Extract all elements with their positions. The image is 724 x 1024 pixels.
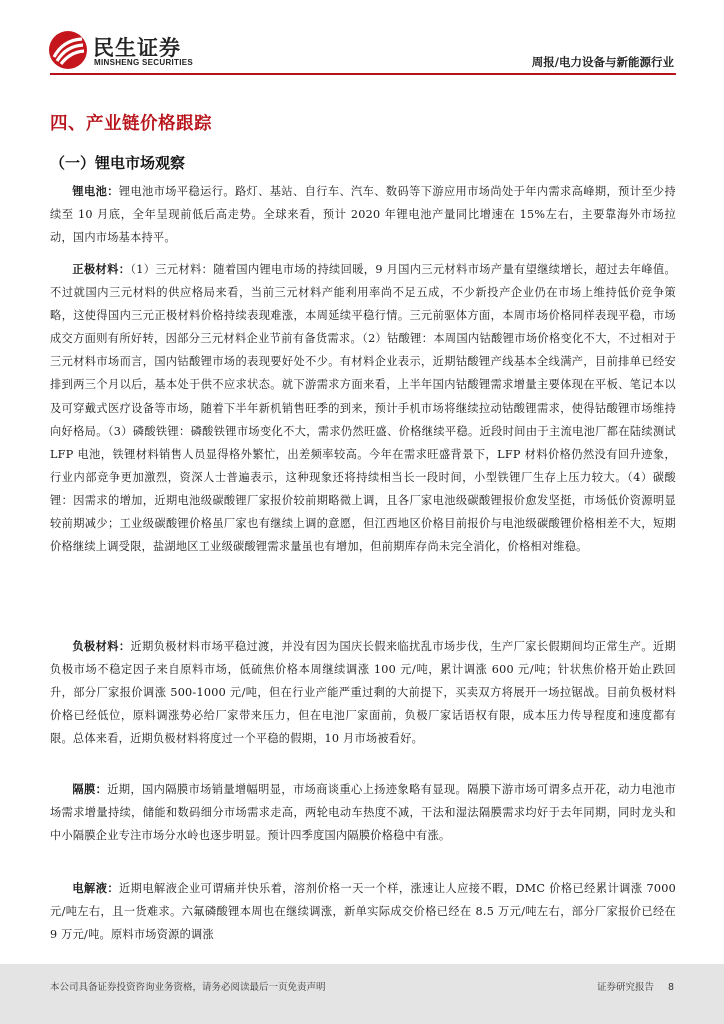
report-type: 周报/电力设备与新能源行业 — [531, 55, 674, 69]
paragraph-cathode — [50, 258, 676, 558]
paragraph-separator — [50, 778, 676, 847]
paragraph-label: 电解液： — [72, 882, 120, 895]
paragraph-label: 负极材料： — [72, 640, 131, 653]
paragraph-text: 近期负极材料市场平稳过渡，并没有因为国庆长假来临扰乱市场步伐，生产厂家长假期间均正常生产。近期负极市场不稳定因子来自原料市场，低硫焦价格本周继续调涨 100 元/吨，累计调涨 600 元/吨；针状焦价格开始止跌回升，部分厂家报价调涨 500-1000 元/吨，但在行业产能严重过剩的大前提下，买卖双方将展开一场拉锯战。目前负极材料价格已经低位，原料调涨势必给厂家带来压力，但在电池厂家面前，负极厂家话语权有限，成本压力传导程度和速度都有限。总体来看，近期负极材料将度过一个平稳的假期，10 月市场被看好。 — [50, 640, 676, 746]
section-subtitle: （一）锂电市场观察 — [50, 154, 186, 172]
paragraph-anode — [50, 635, 676, 750]
header-divider — [50, 73, 676, 75]
paragraph-label: 锂电池： — [72, 185, 119, 198]
footer-right — [583, 979, 674, 993]
report-label: 证券研究报告 — [596, 982, 654, 993]
paragraph-text: 近期，国内隔膜市场销量增幅明显，市场商谈重心上扬迹象略有显现。隔膜下游市场可谓多点开花，动力电池市场需求增量持续，储能和数码细分市场需求走高，两轮电动车热度不减，干法和湿法隔膜需求均好于去年同期，同时龙头和中小隔膜企业专注市场分水岭也逐步明显。预计四季度国内隔膜价格稳中有涨。 — [50, 783, 676, 843]
paragraph-text: 锂电池市场平稳运行。路灯、基站、自行车、汽车、数码等下游应用市场尚处于年内需求高峰期，预计至少持续至 10 月底，全年呈现前低后高走势。全球来看，预计 2020 年锂电池产量同比增速在 15%左右，主要靠海外市场拉动，国内市场基本持平。 — [50, 185, 676, 245]
paragraph-electrolyte — [50, 877, 676, 946]
logo-text-cn: 民生证券 — [93, 36, 181, 60]
page-number: 8 — [667, 982, 674, 993]
logo-text-en: MINSHENG SECURITIES — [94, 58, 194, 67]
section-title: 四、产业链价格跟踪 — [50, 114, 212, 134]
page-header — [0, 0, 724, 80]
minsheng-logo-icon — [48, 30, 88, 70]
paragraph-text: （1）三元材料：随着国内锂电市场的持续回暖，9 月国内三元材料市场产量有望继续增长，超过去年峰值。不过就国内三元材料的供应格局来看，当前三元材料产能利用率尚不足五成，不少新投产企业仍在市场上维持低价竞争策略，这使得国内三元正极材料价格持续表现难涨，本周延续平稳行情。三元前驱体方面，本周市场价格同样表现平稳，市场成交方面则有所好转，因部分三元材料企业节前有备货需求。（2）钴酸锂：本周国内钴酸锂市场价格变化不大，不过相对于三元材料市场而言，国内钴酸锂市场的表现要好处不少。有材料企业表示，近期钴酸锂产线基本全线满产，目前排单已经安排到两三个月以后，基本处于供不应求状态。就下游需求方面来看，上半年国内钴酸锂需求增量主要体现在平板、笔记本以及可穿戴式医疗设备等市场，随着下半年新机销售旺季的到来，预计手机市场将继续拉动钴酸锂需求，使得钴酸锂市场维持向好格局。（3）磷酸铁锂：磷酸铁锂市场变化不大，需求仍然旺盛、价格继续平稳。近段时间由于主流电池厂都在陆续测试 LFP 电池，铁锂材料销售人员显得格外繁忙，出差频率较高。今年在需求旺盛背景下，LFP 材料价格仍然没有回升迹象，行业内部竞争更加激烈，资深人士普遍表示，这种现象还将持续相当长一段时间，小型铁锂厂生存上压力较大。（4）碳酸锂：因需求的增加，近期电池级碳酸锂厂家报价较前期略微上调，且各厂家电池级碳酸锂报价愈发坚挺，市场低价资源明显较前期减少；工业级碳酸锂价格虽厂家也有继续上调的意愿，但江西地区价格目前报价与电池级碳酸锂价格相差不大，短期价格继续上调受限，盐湖地区工业级碳酸锂需求量虽也有增加，但前期库存尚未完全消化，价格相对维稳。 — [50, 263, 676, 554]
footer — [0, 964, 724, 1024]
paragraph-text: 近期电解液企业可谓痛并快乐着，溶剂价格一天一个样，涨速让人应接不暇，DMC 价格已经累计调涨 7000 元/吨左右，且一货难求。六氟磷酸锂本周也在继续调涨，新单实际成交价格已经在 8.5 万元/吨左右，部分厂家报价已经在 9 万元/吨。原料市场资源的调涨 — [50, 882, 676, 942]
paragraph-label: 正极材料： — [72, 263, 131, 276]
paragraph-label: 隔膜： — [72, 783, 108, 796]
paragraph-battery — [50, 180, 676, 249]
footer-disclaimer: 本公司具备证券投资咨询业务资格，请务必阅读最后一页免责声明 — [50, 982, 326, 993]
